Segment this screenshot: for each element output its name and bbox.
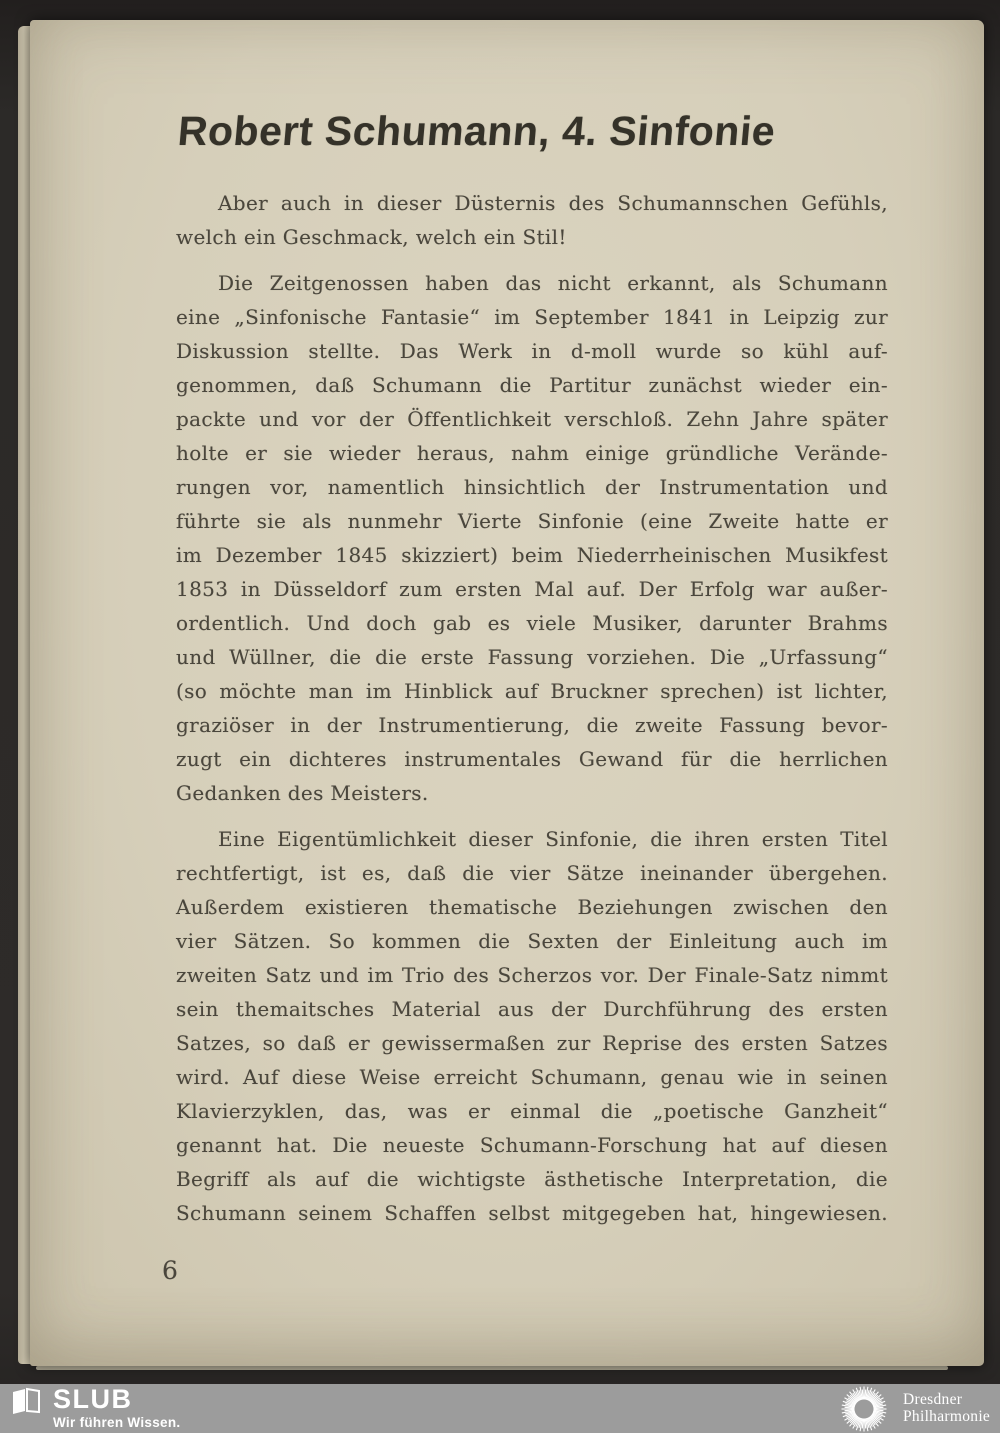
philharmonie-name-line1: Dresdner bbox=[903, 1391, 963, 1408]
text-line: und Wüllner, die die erste Fassung vorziehen. Die „Urfassung“ bbox=[176, 645, 888, 669]
paragraph bbox=[176, 186, 888, 254]
text-line: 1853 in Düsseldorf zum ersten Mal auf. Der Erfolg war außer- bbox=[176, 577, 888, 601]
text-line: vier Sätzen. So kommen die Sexten der Einleitung auch im bbox=[176, 929, 888, 953]
philharmonie-name-line2: Philharmonie bbox=[903, 1408, 991, 1425]
text-line: holte er sie wieder heraus, nahm einige gründliche Verände- bbox=[176, 441, 888, 465]
text-line: Satzes, so daß er gewissermaßen zur Reprise des ersten Satzes bbox=[176, 1031, 888, 1055]
text-line: führte sie als nunmehr Vierte Sinfonie (eine Zweite hatte er bbox=[176, 509, 888, 533]
text-line: (so möchte man im Hinblick auf Bruckner sprechen) ist lichter, bbox=[176, 679, 888, 703]
text-line: rungen vor, namentlich hinsichtlich der Instrumentation und bbox=[176, 475, 888, 499]
text-line: graziöser in der Instrumentierung, die zweite Fassung bevor- bbox=[176, 713, 888, 737]
text-line: im Dezember 1845 skizziert) beim Niederrheinischen Musikfest bbox=[176, 543, 888, 567]
text-line: genommen, daß Schumann die Partitur zunächst wieder ein- bbox=[176, 373, 888, 397]
text-line: Diskussion stellte. Das Werk in d-moll wurde so kühl auf- bbox=[176, 339, 888, 363]
paragraph bbox=[176, 822, 888, 1230]
slub-wordmark: SLUB bbox=[53, 1384, 133, 1414]
underlying-page-edge-bottom bbox=[36, 1366, 948, 1370]
text-line: Aber auch in dieser Düsternis des Schumannschen Gefühls, bbox=[218, 191, 888, 215]
text-line: wird. Auf diese Weise erreicht Schumann, genau wie in seinen bbox=[176, 1065, 888, 1089]
page-text bbox=[176, 186, 888, 1230]
scanned-page bbox=[30, 20, 984, 1366]
page-title: Robert Schumann, 4. Sinfonie bbox=[176, 108, 778, 154]
text-line: zweiten Satz und im Trio des Scherzos vor. Der Finale-Satz nimmt bbox=[176, 963, 888, 987]
paragraph bbox=[176, 266, 888, 810]
text-line: Schumann seinem Schaffen selbst mitgegeben hat, hingewiesen. bbox=[176, 1201, 888, 1225]
text-line: ordentlich. Und doch gab es viele Musiker, darunter Brahms bbox=[176, 611, 888, 635]
philharmonie-wordmark bbox=[903, 1391, 990, 1425]
starburst-icon bbox=[840, 1385, 888, 1433]
text-line: packte und vor der Öffentlichkeit verschloß. Zehn Jahre später bbox=[176, 407, 888, 431]
text-line: Gedanken des Meisters. bbox=[176, 781, 429, 805]
text-line: rechtfertigt, ist es, daß die vier Sätze ineinander übergehen. bbox=[176, 861, 888, 885]
slub-tagline: Wir führen Wissen. bbox=[53, 1415, 181, 1430]
text-line: welch ein Geschmack, welch ein Stil! bbox=[176, 225, 567, 249]
open-book-icon bbox=[12, 1387, 40, 1415]
text-line: Die Zeitgenossen haben das nicht erkannt, als Schumann bbox=[218, 271, 888, 295]
text-line: Begriff als auf die wichtigste ästhetische Interpretation, die bbox=[176, 1167, 888, 1191]
footer-bar bbox=[0, 1384, 1000, 1433]
text-line: zugt ein dichteres instrumentales Gewand für die herrlichen bbox=[176, 747, 888, 771]
page-number: 6 bbox=[162, 1256, 178, 1285]
text-line: Außerdem existieren thematische Beziehungen zwischen den bbox=[176, 895, 888, 919]
text-line: genannt hat. Die neueste Schumann-Forschung hat auf diesen bbox=[176, 1133, 888, 1157]
text-line: eine „Sinfonische Fantasie“ im September 1841 in Leipzig zur bbox=[176, 305, 888, 329]
text-line: Klavierzyklen, das, was er einmal die „poetische Ganzheit“ bbox=[176, 1099, 888, 1123]
text-line: Eine Eigentümlichkeit dieser Sinfonie, die ihren ersten Titel bbox=[218, 827, 888, 851]
text-line: sein themaitsches Material aus der Durchführung des ersten bbox=[176, 997, 888, 1021]
